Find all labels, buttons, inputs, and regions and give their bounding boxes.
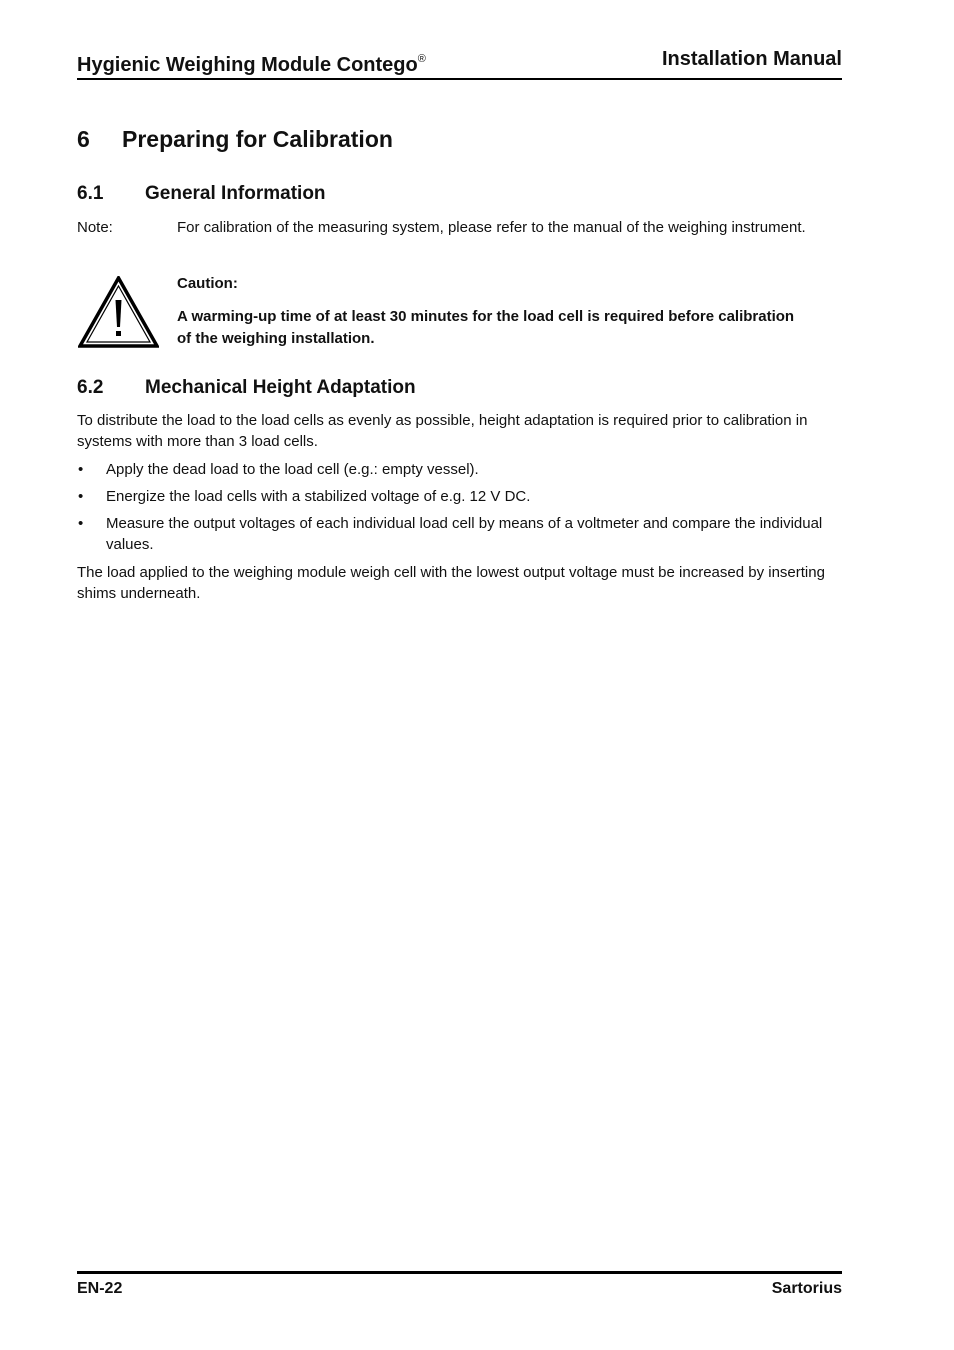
company-name: Sartorius — [771, 1280, 842, 1297]
list-item-text: Apply the dead load to the load cell (e.g.: empty vessel). — [106, 461, 479, 478]
list-item-text: Measure the output voltages of each individual load cell by means of a voltmeter and compare the individual values. — [106, 515, 823, 553]
procedure-list — [77, 459, 827, 555]
section-number: 6.1 — [77, 183, 104, 204]
intro-paragraph: To distribute the load to the load cells as evenly as possible, height adaptation is required prior to calibration in systems with more than 3 load cells. — [77, 412, 808, 450]
chapter-heading — [77, 124, 393, 154]
closing-paragraph: The load applied to the weighing module weigh cell with the lowest output voltage must be increased by inserting shims underneath. — [77, 564, 825, 602]
bullet-icon: • — [78, 461, 84, 478]
list-item — [77, 513, 827, 555]
note-text: For calibration of the measuring system, please refer to the manual of the weighing instrument. — [177, 219, 806, 236]
header-title-text: Hygienic Weighing Module Contego — [77, 54, 418, 76]
note-label: Note: — [77, 219, 113, 236]
list-item-text: Energize the load cells with a stabilized voltage of e.g. 12 V DC. — [106, 488, 531, 505]
bullet-icon: • — [78, 488, 84, 505]
header-doc-type: Installation Manual — [661, 48, 842, 70]
bullet-icon: • — [78, 515, 84, 532]
chapter-number: 6 — [77, 126, 90, 152]
header-title — [77, 46, 426, 78]
page-header — [77, 46, 842, 80]
caution-label: Caution: — [177, 275, 238, 292]
page-footer — [77, 1271, 842, 1300]
page-number: EN-22 — [77, 1280, 123, 1297]
section-number: 6.2 — [77, 377, 104, 398]
list-item — [77, 459, 827, 480]
section-title: Mechanical Height Adaptation — [145, 377, 416, 398]
chapter-title: Preparing for Calibration — [122, 126, 393, 152]
warning-triangle-icon — [78, 276, 159, 348]
caution-text: A warming-up time of at least 30 minutes for the load cell is required before calibration of the weighing installation. — [177, 308, 795, 347]
section-heading-mechanical-height-adaptation — [77, 376, 416, 400]
section-title: General Information — [145, 183, 326, 204]
registered-mark: ® — [417, 53, 426, 65]
list-item — [77, 486, 827, 507]
section-heading-general-information — [77, 182, 326, 206]
